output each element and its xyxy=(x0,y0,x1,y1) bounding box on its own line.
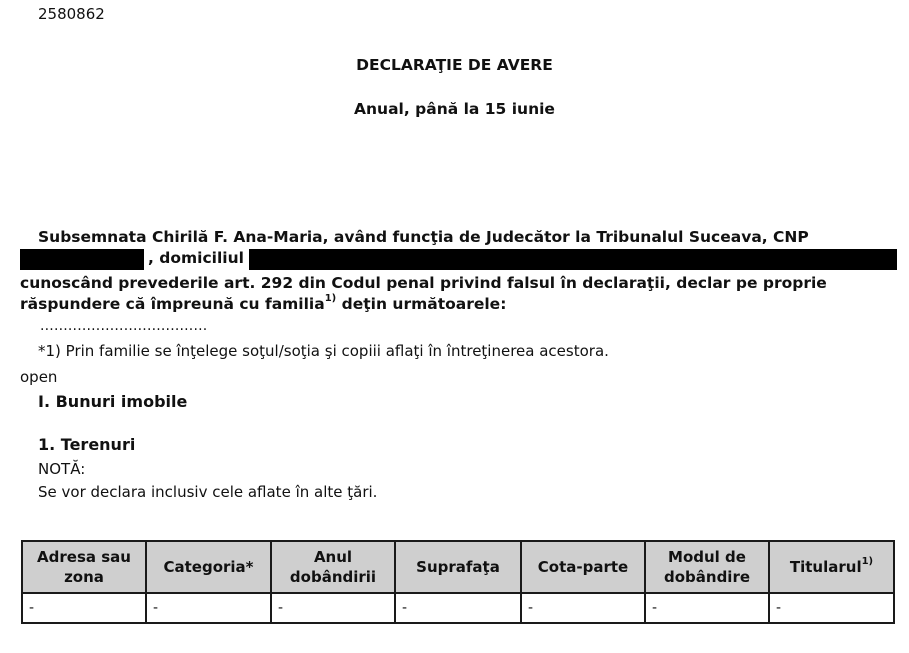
header-anul: Anul dobândirii xyxy=(271,541,395,593)
header-suprafata: Suprafaţa xyxy=(395,541,521,593)
table-cell: - xyxy=(521,593,645,623)
header-cota: Cota-parte xyxy=(521,541,645,593)
table-cell: - xyxy=(146,593,271,623)
dotted-line: .................................... xyxy=(40,318,208,334)
section-title: I. Bunuri imobile xyxy=(38,392,188,411)
table-cell: - xyxy=(395,593,521,623)
header-titularul-label: Titularul xyxy=(789,557,862,576)
table-header-row xyxy=(22,541,894,593)
nota-label: NOTĂ: xyxy=(38,460,86,478)
terenuri-table xyxy=(21,540,895,624)
declaration-line-3: cunoscând prevederile art. 292 din Codul penal privind falsul în declaraţii, declar pe proprie xyxy=(20,274,827,292)
footnote-ref-1: 1) xyxy=(324,292,337,304)
domiciliu-label: , domiciliul xyxy=(148,249,244,267)
table-cell: - xyxy=(645,593,769,623)
footnote-ref-titular: 1) xyxy=(861,555,874,567)
table-cell: - xyxy=(769,593,894,623)
declaration-line-4-end: deţin următoarele: xyxy=(336,295,507,313)
header-categoria: Categoria* xyxy=(146,541,271,593)
table-cell: - xyxy=(271,593,395,623)
declaration-line-1: Subsemnata Chirilă F. Ana-Maria, având funcţia de Judecător la Tribunalul Suceava, CNP xyxy=(38,228,809,246)
subsection-title: 1. Terenuri xyxy=(38,435,136,454)
cnp-redaction xyxy=(20,249,144,270)
nota-text: Se vor declara inclusiv cele aflate în alte ţări. xyxy=(38,483,378,501)
table-row xyxy=(22,593,894,623)
document-subtitle: Anual, până la 15 iunie xyxy=(354,100,555,118)
header-titularul xyxy=(769,541,894,593)
declaration-line-4-start: răspundere că împreună cu familia xyxy=(20,295,325,313)
table-cell: - xyxy=(22,593,146,623)
address-redaction xyxy=(249,249,897,270)
header-adresa: Adresa sau zona xyxy=(22,541,146,593)
open-label: open xyxy=(20,368,58,386)
declaration-line-4 xyxy=(20,292,507,313)
header-modul: Modul de dobândire xyxy=(645,541,769,593)
document-title: DECLARAŢIE DE AVERE xyxy=(356,56,553,74)
family-footnote: *1) Prin familie se înţelege soţul/soţia şi copiii aflaţi în întreţinerea acestora. xyxy=(38,342,609,360)
document-id: 2580862 xyxy=(38,5,105,23)
